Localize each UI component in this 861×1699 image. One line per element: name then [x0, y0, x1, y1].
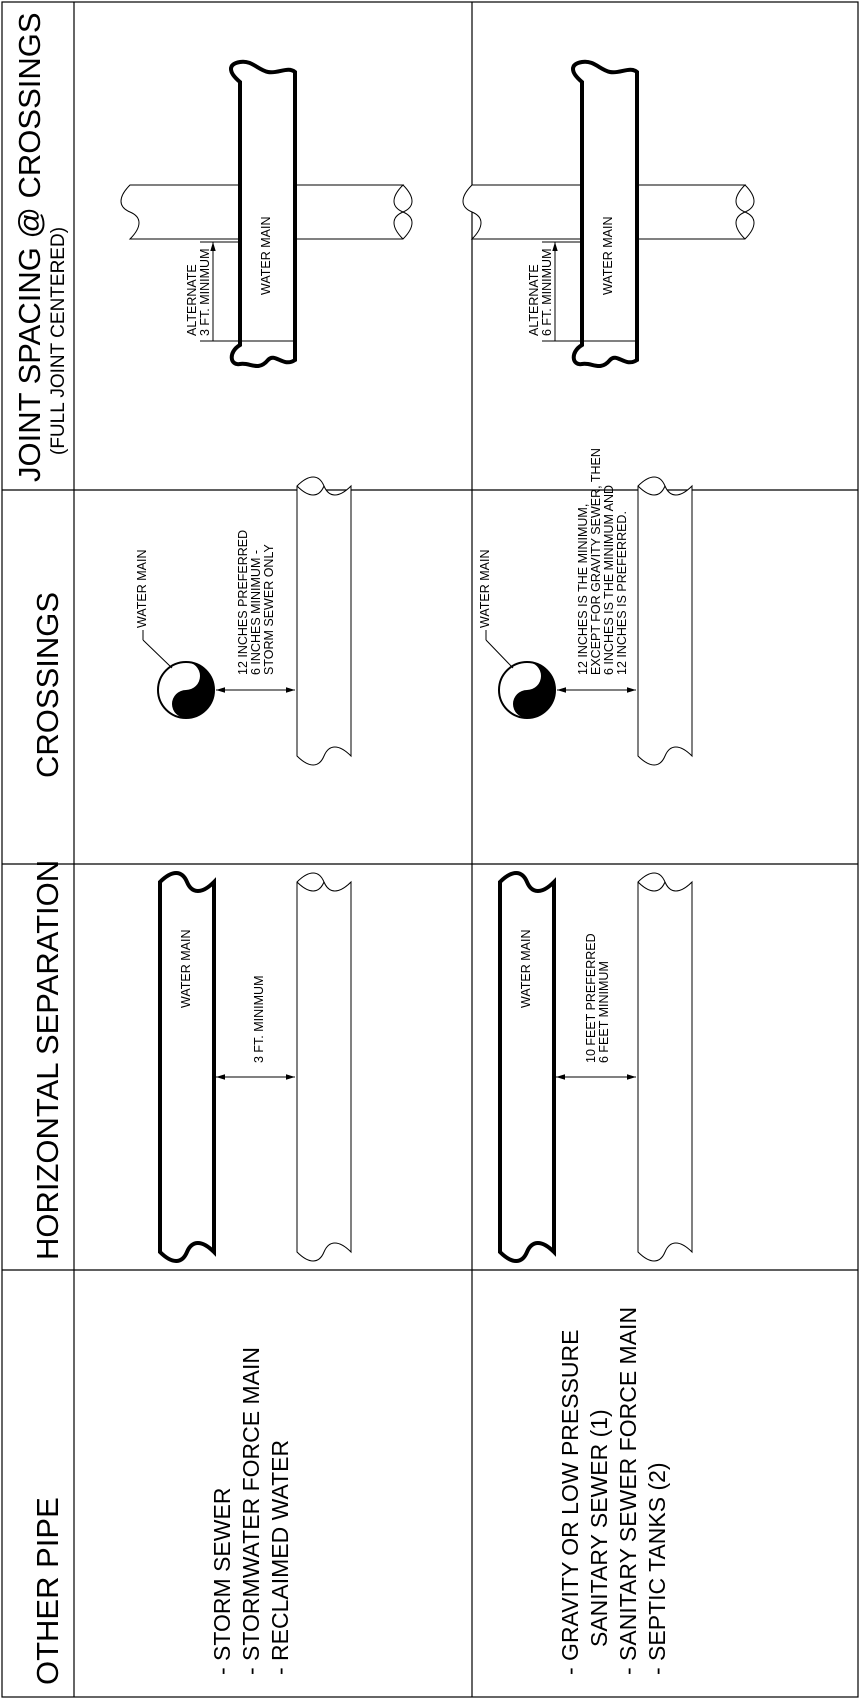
water-main-section	[499, 662, 555, 718]
water-main-label: WATER MAIN	[601, 216, 615, 295]
leader-line	[143, 640, 172, 668]
list-item: - STORM SEWER	[209, 1487, 235, 1675]
row2-horizontal-diagram	[500, 873, 692, 1261]
header-horizontal-separation: HORIZONTAL SEPARATION	[30, 859, 65, 1260]
other-pipe	[638, 873, 692, 1261]
list-item: SANITARY SEWER (1)	[586, 1409, 612, 1647]
leader-label: WATER MAIN	[478, 549, 492, 628]
header-other-pipe: OTHER PIPE	[30, 1497, 65, 1685]
leader-line	[486, 640, 513, 668]
header-joint-spacing-subtitle: (FULL JOINT CENTERED)	[48, 226, 69, 455]
dimension-label: ALTERNATE 3 FT. MINIMUM	[185, 248, 212, 336]
row1-horizontal-diagram	[160, 873, 351, 1261]
other-pipe	[297, 873, 351, 1261]
other-pipe	[638, 477, 692, 765]
header-crossings: CROSSINGS	[30, 591, 65, 778]
row2-other-pipe-list	[557, 1307, 670, 1675]
other-pipe	[297, 477, 351, 765]
row2-joint-diagram	[463, 62, 754, 366]
list-item: - SANITARY SEWER FORCE MAIN	[615, 1306, 641, 1675]
row1-crossing-diagram	[135, 477, 351, 765]
list-item: - STORMWATER FORCE MAIN	[238, 1347, 264, 1675]
water-main-label: WATER MAIN	[179, 929, 193, 1008]
leader-label: WATER MAIN	[135, 549, 149, 628]
list-item: - SEPTIC TANKS (2)	[644, 1462, 670, 1675]
dimension-label: 12 INCHES PREFERRED 6 INCHES MINIMUM - STORM SEWER ONLY	[236, 529, 276, 675]
water-main-pipe	[573, 62, 637, 366]
water-main-section	[158, 662, 214, 718]
list-item: - GRAVITY OR LOW PRESSURE	[557, 1329, 583, 1675]
dimension-label: 12 INCHES IS THE MINIMUM, EXCEPT FOR GRAVITY SEWER, THEN 6 INCHES IS THE MINIMUM AND 12 INCHES IS PREFERRED.	[576, 448, 629, 675]
row2-crossing-diagram	[478, 445, 692, 765]
list-item: - RECLAIMED WATER	[267, 1439, 293, 1675]
dimension-label: 3 FT. MINIMUM	[252, 975, 266, 1063]
row1-other-pipe-list	[209, 1347, 293, 1675]
row1-joint-diagram	[121, 62, 412, 366]
table-grid	[2, 2, 858, 1697]
dimension-label: 10 FEET PREFERRED 6 FEET MINIMUM	[584, 933, 611, 1063]
water-main-label: WATER MAIN	[519, 929, 533, 1008]
water-main-pipe	[231, 62, 295, 366]
water-main-label: WATER MAIN	[259, 216, 273, 295]
dimension-label: ALTERNATE 6 FT. MINIMUM	[527, 248, 554, 336]
header-joint-spacing: JOINT SPACING @ CROSSINGS	[12, 12, 47, 482]
